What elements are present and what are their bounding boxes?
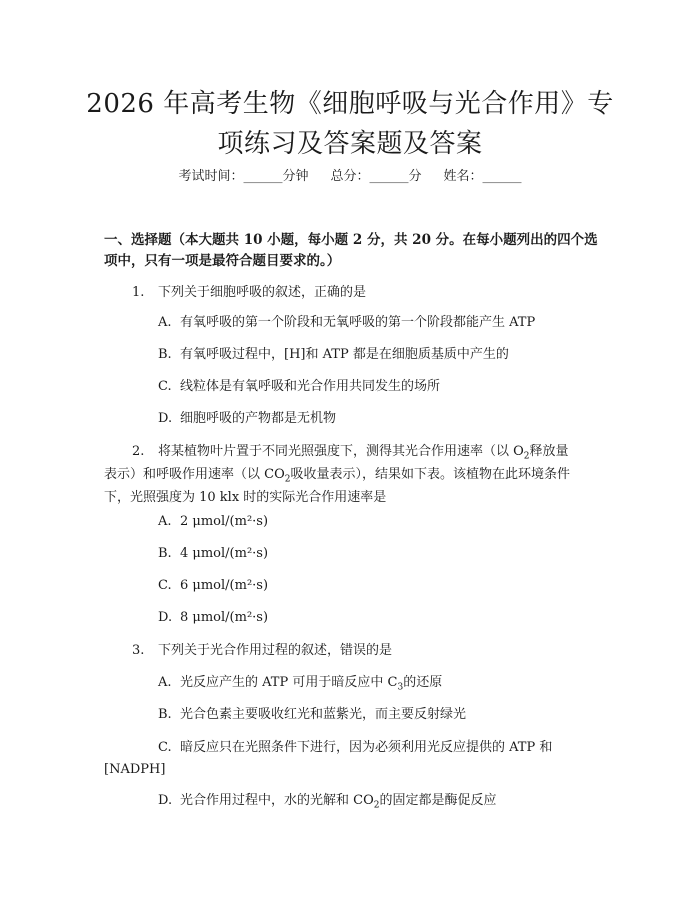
option-label: D.	[158, 610, 173, 625]
option-text: 4 μmol/(m²·s)	[180, 546, 269, 561]
q2-option-d	[158, 607, 618, 629]
question-2-stem-line-3: 下，光照强度为 10 klx 时的实际光合作用速率是	[104, 490, 387, 505]
exam-meta	[0, 166, 700, 188]
option-label: C.	[158, 578, 172, 593]
option-text: 的还原	[403, 675, 443, 690]
option-label: B.	[158, 546, 172, 561]
document-title-line-2: 项练习及答案题及答案	[217, 129, 483, 159]
q3-option-d	[158, 790, 618, 812]
option-label: A.	[158, 514, 172, 529]
option-text: 细胞呼吸的产物都是无机物	[180, 411, 337, 426]
option-text: 6 μmol/(m²·s)	[180, 578, 269, 593]
question-1-stem	[132, 282, 612, 304]
option-label: B.	[158, 347, 172, 362]
question-number: 3.	[132, 643, 145, 658]
option-text: 光反应产生的 ATP 可用于暗反应中 C	[180, 675, 398, 690]
option-label: B.	[158, 707, 172, 722]
q1-option-c	[158, 376, 618, 398]
subscript: 3	[397, 682, 404, 693]
option-text: 暗反应只在光照条件下进行，因为必须利用光反应提供的 ATP 和	[180, 740, 553, 755]
stem-text: 将某植物叶片置于不同光照强度下，测得其光合作用速率（以 O	[158, 444, 524, 459]
question-number: 2.	[132, 444, 145, 459]
question-2-stem-line-1	[132, 441, 569, 463]
subscript: 2	[373, 800, 380, 811]
option-text: 光合色素主要吸收红光和蓝紫光，而主要反射绿光	[180, 707, 467, 722]
question-number: 1.	[132, 285, 145, 300]
q3-option-c-line-1	[158, 737, 618, 759]
subscript: 2	[523, 451, 530, 462]
exam-score-label: 总分：______分	[330, 169, 422, 184]
section-heading-line-1: 一、选择题（本大题共 10 小题，每小题 2 分，共 20 分。在每小题列出的四个选	[104, 232, 598, 248]
q2-option-c	[158, 575, 618, 597]
stem-text: 表示）和呼吸作用速率（以 CO	[104, 467, 285, 482]
exam-name-label: 姓名：______	[443, 169, 522, 184]
option-text: 有氧呼吸过程中，[H]和 ATP 都是在细胞质基质中产生的	[180, 347, 509, 362]
question-text: 下列关于光合作用过程的叙述，错误的是	[158, 643, 393, 658]
q1-option-b	[158, 344, 618, 366]
option-label: A.	[158, 675, 172, 690]
section-heading-line-2: 项中，只有一项是最符合题目要求的。）	[104, 253, 341, 269]
subscript: 2	[284, 474, 291, 485]
q3-option-c-line-2: [NADPH]	[104, 762, 166, 777]
exam-time-label: 考试时间：______分钟	[178, 169, 309, 184]
q3-option-b	[158, 704, 618, 726]
option-text: 8 μmol/(m²·s)	[180, 610, 269, 625]
stem-text: 吸收量表示），结果如下表。该植物在此环境条件	[290, 467, 570, 482]
option-text: 2 μmol/(m²·s)	[180, 514, 269, 529]
question-text: 下列关于细胞呼吸的叙述，正确的是	[158, 285, 367, 300]
stem-text: 释放量	[529, 444, 569, 459]
option-text: 线粒体是有氧呼吸和光合作用共同发生的场所	[180, 379, 441, 394]
option-label: A.	[158, 315, 172, 330]
q2-option-a	[158, 511, 618, 533]
option-text: 的固定都是酶促反应	[379, 793, 497, 808]
question-3-stem	[132, 640, 612, 662]
q2-option-b	[158, 543, 618, 565]
q1-option-a	[158, 312, 618, 334]
question-2-stem-line-2	[104, 464, 570, 486]
document-title-line-1: 2026 年高考生物《细胞呼吸与光合作用》专	[86, 89, 614, 119]
option-label: C.	[158, 740, 172, 755]
option-label: D.	[158, 411, 173, 426]
option-label: C.	[158, 379, 172, 394]
q1-option-d	[158, 408, 618, 430]
option-label: D.	[158, 793, 173, 808]
option-text: 光合作用过程中，水的光解和 CO	[180, 793, 374, 808]
option-text: 有氧呼吸的第一个阶段和无氧呼吸的第一个阶段都能产生 ATP	[180, 315, 536, 330]
q3-option-a	[158, 672, 618, 694]
